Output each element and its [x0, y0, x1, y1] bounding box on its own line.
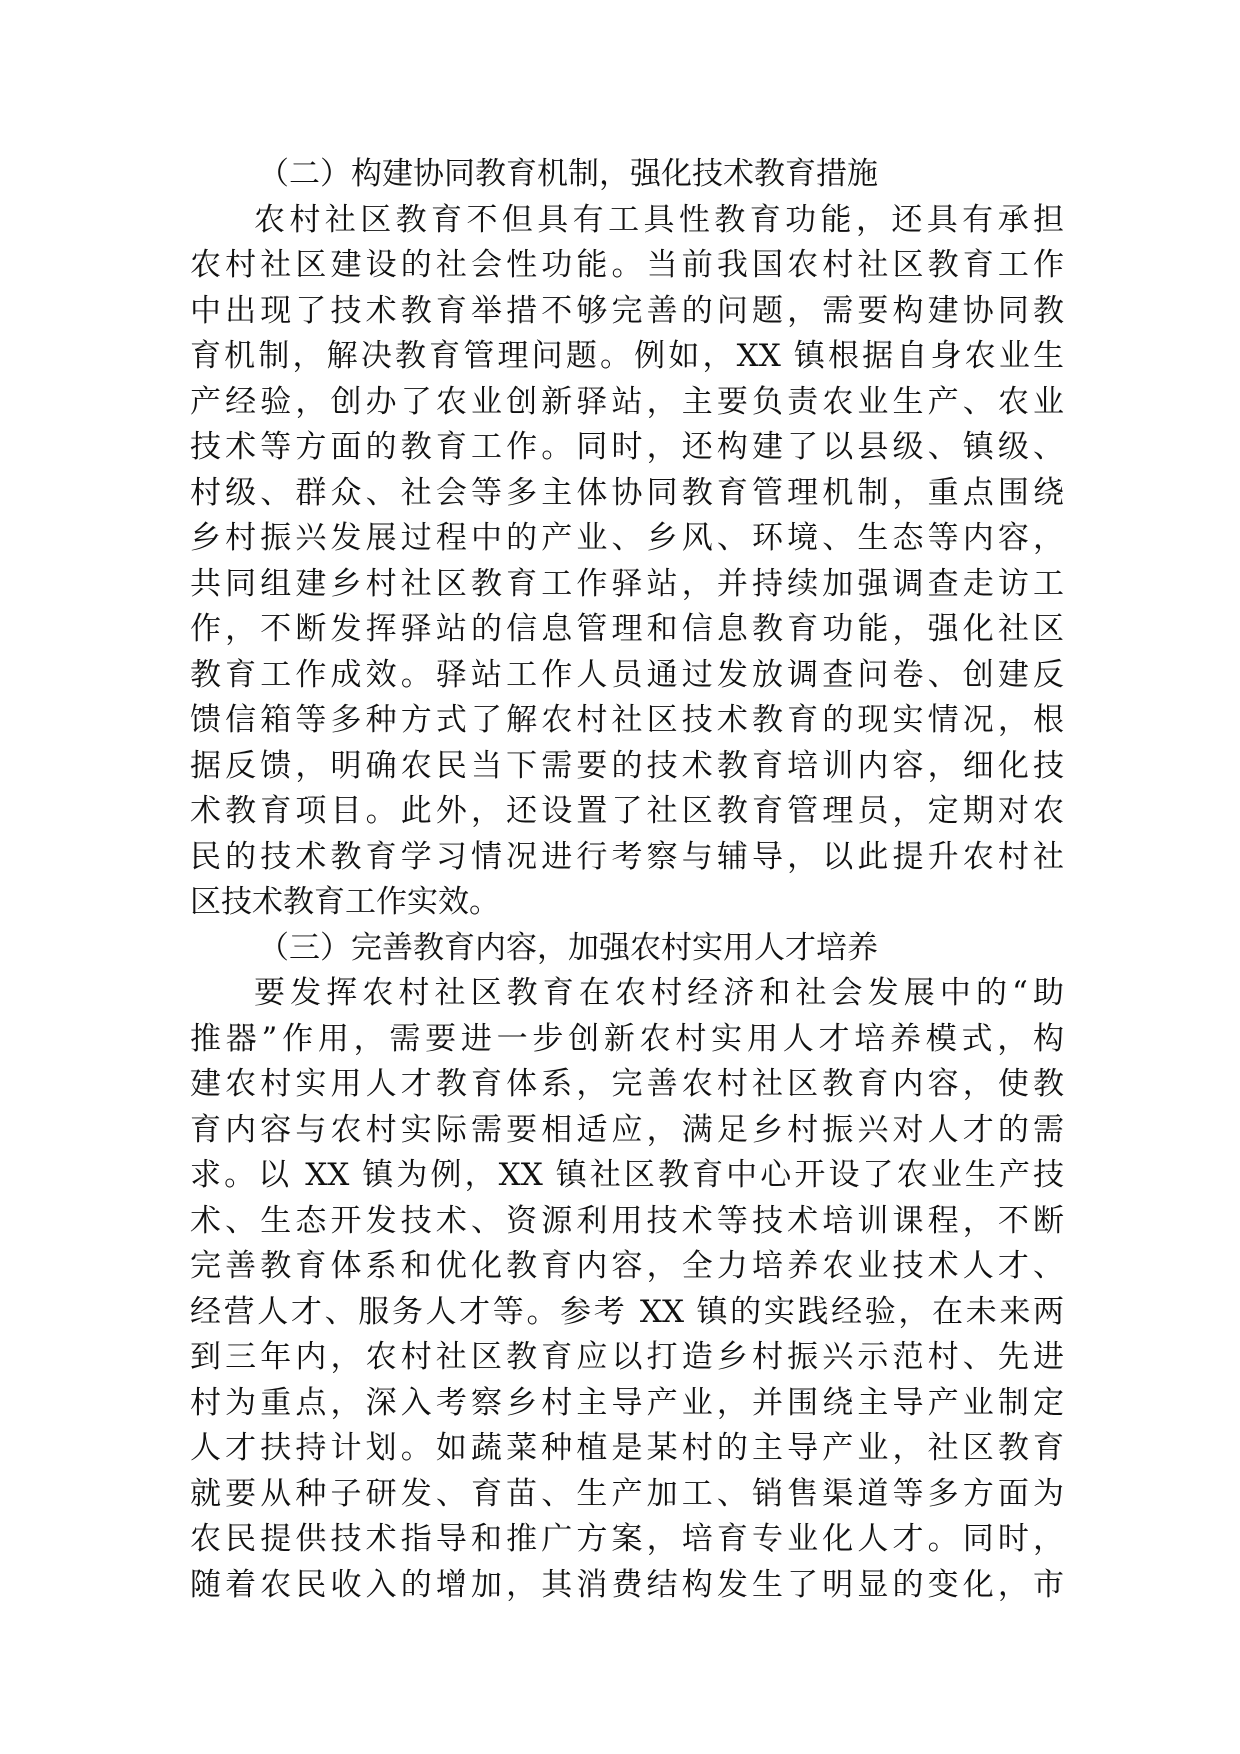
paragraph-line: 区技术教育工作实效。: [190, 884, 500, 920]
paragraph-line: 村为重点，深入考察乡村主导产业，并围绕主导产业制定: [190, 1384, 1064, 1421]
paragraph-line: 推器”作用，需要进一步创新农村实用人才培养模式，构: [190, 1020, 1064, 1057]
paragraph-line: 中出现了技术教育举措不够完善的问题，需要构建协同教: [190, 292, 1064, 329]
paragraph-line: 就要从种子研发、育苗、生产加工、销售渠道等多方面为: [190, 1475, 1064, 1512]
section-heading: （二）构建协同教育机制，强化技术教育措施: [258, 156, 878, 192]
paragraph-line: 育内容与农村实际需要相适应，满足乡村振兴对人才的需: [190, 1111, 1064, 1148]
section-heading: （三）完善教育内容，加强农村实用人才培养: [258, 929, 878, 966]
body-text: [190, 152, 1064, 1608]
paragraph-line: 乡村振兴发展过程中的产业、乡风、环境、生态等内容，: [190, 520, 1064, 556]
paragraph-line: 完善教育体系和优化教育内容，全力培养农业技术人才、: [190, 1248, 1064, 1284]
paragraph-line: 技术等方面的教育工作。同时，还构建了以县级、镇级、: [190, 429, 1064, 465]
paragraph-line: 教育工作成效。驿站工作人员通过发放调查问卷、创建反: [190, 656, 1064, 693]
paragraph-line: 共同组建乡村社区教育工作驿站，并持续加强调查走访工: [190, 565, 1064, 602]
paragraph-line: 据反馈，明确农民当下需要的技术教育培训内容，细化技: [190, 747, 1064, 784]
paragraph-line: 民的技术教育学习情况进行考察与辅导，以此提升农村社: [190, 838, 1064, 875]
paragraph-line: 要发挥农村社区教育在农村经济和社会发展中的“助: [254, 975, 1064, 1011]
paragraph-line: 农民提供技术指导和推广方案，培育专业化人才。同时，: [190, 1521, 1064, 1557]
paragraph-line: 产经验，创办了农业创新驿站，主要负责农业生产、农业: [190, 383, 1064, 420]
paragraph-line: 随着农民收入的增加，其消费结构发生了明显的变化，市: [190, 1566, 1064, 1603]
paragraph-line: 求。以 XX 镇为例，XX 镇社区教育中心开设了农业生产技: [190, 1157, 1064, 1193]
paragraph-line: 到三年内，农村社区教育应以打造乡村振兴示范村、先进: [190, 1339, 1064, 1375]
paragraph-line: 人才扶持计划。如蔬菜种植是某村的主导产业，社区教育: [190, 1430, 1064, 1466]
paragraph-line: 馈信箱等多种方式了解农村社区技术教育的现实情况，根: [190, 702, 1064, 738]
paragraph-line: 作，不断发挥驿站的信息管理和信息教育功能，强化社区: [190, 611, 1064, 647]
paragraph-line: 农村社区建设的社会性功能。当前我国农村社区教育工作: [190, 247, 1064, 283]
paragraph-line: 建农村实用人才教育体系，完善农村社区教育内容，使教: [190, 1066, 1064, 1102]
paragraph-line: 经营人才、服务人才等。参考 XX 镇的实践经验，在未来两: [190, 1293, 1064, 1330]
paragraph-line: 村级、群众、社会等多主体协同教育管理机制，重点围绕: [190, 474, 1064, 511]
paragraph-line: 农村社区教育不但具有工具性教育功能，还具有承担: [254, 201, 1064, 238]
paragraph-line: 育机制，解决教育管理问题。例如，XX 镇根据自身农业生: [190, 338, 1064, 374]
paragraph-line: 术教育项目。此外，还设置了社区教育管理员，定期对农: [190, 793, 1064, 829]
paragraph-line: 术、生态开发技术、资源利用技术等技术培训课程，不断: [190, 1202, 1064, 1239]
